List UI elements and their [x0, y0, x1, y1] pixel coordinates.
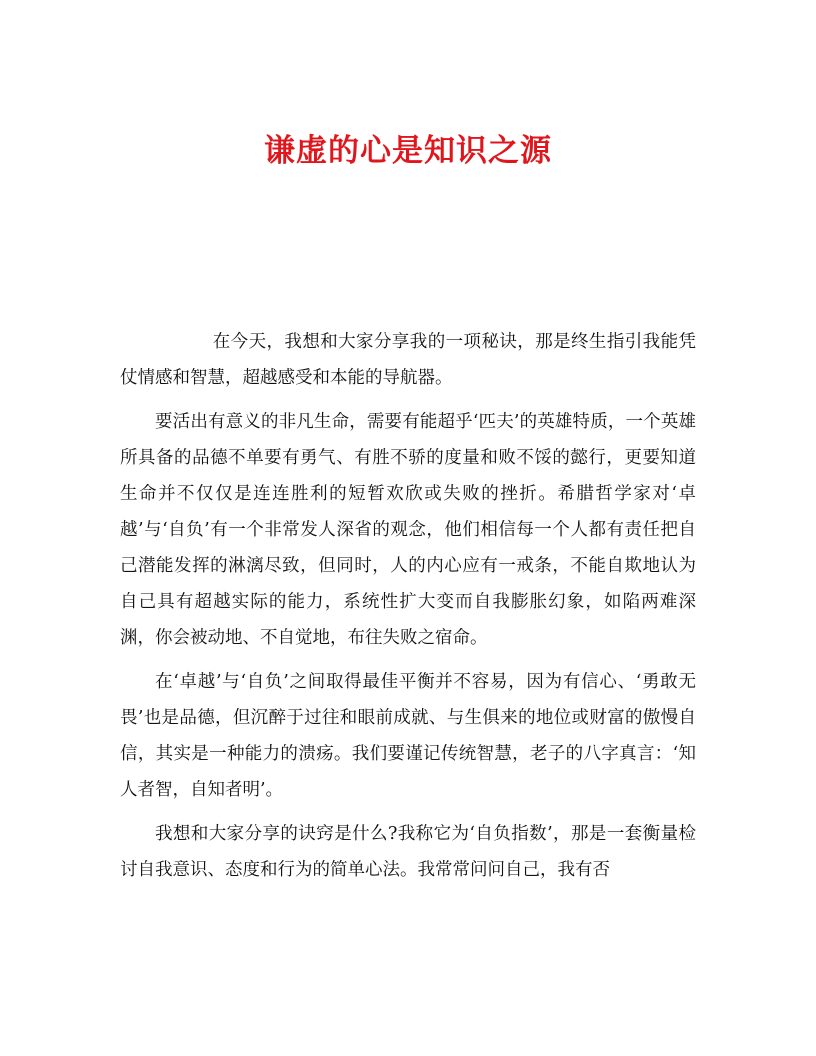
paragraph-2: 要活出有意义的非凡生命，需要有能超乎‘匹夫’的英雄特质，一个英雄所具备的品德不单要有勇气、有胜不骄的度量和败不馁的懿行，更要知道生命并不仅仅是连连胜利的短暂欢欣或失败的挫折。希腊哲学家对‘卓越’与‘自负’有一个非常发人深省的观念，他们相信每一个人都有责任把自己潜能发挥的淋漓尽致，但同时，人的内心应有一戒条，不能自欺地认为自己具有超越实际的能力，系统性扩大变而自我膨胀幻象，如陷两难深渊，你会被动地、不自觉地，布往失败之宿命。: [120, 412, 696, 648]
document-body: [120, 324, 696, 896]
paragraph-3: 在‘卓越’与‘自负’之间取得最佳平衡并不容易，因为有信心、‘勇敢无畏’也是品德，但沉醉于过往和眼前成就、与生俱来的地位或财富的傲慢自信，其实是一种能力的溃疡。我们要谨记传统智慧，老子的八字真言：‘知人者智，自知者明’。: [120, 672, 696, 800]
paragraph-4: 我想和大家分享的诀窍是什么?我称它为‘自负指数’，那是一套衡量检讨自我意识、态度和行为的简单心法。我常常问问自己，我有否: [120, 824, 696, 880]
document-title: 谦虚的心是知识之源: [264, 132, 552, 169]
paragraph-1: 在今天，我想和大家分享我的一项秘诀，那是终生指引我能凭仗情感和智慧，超越感受和本能的导航器。: [120, 332, 696, 388]
